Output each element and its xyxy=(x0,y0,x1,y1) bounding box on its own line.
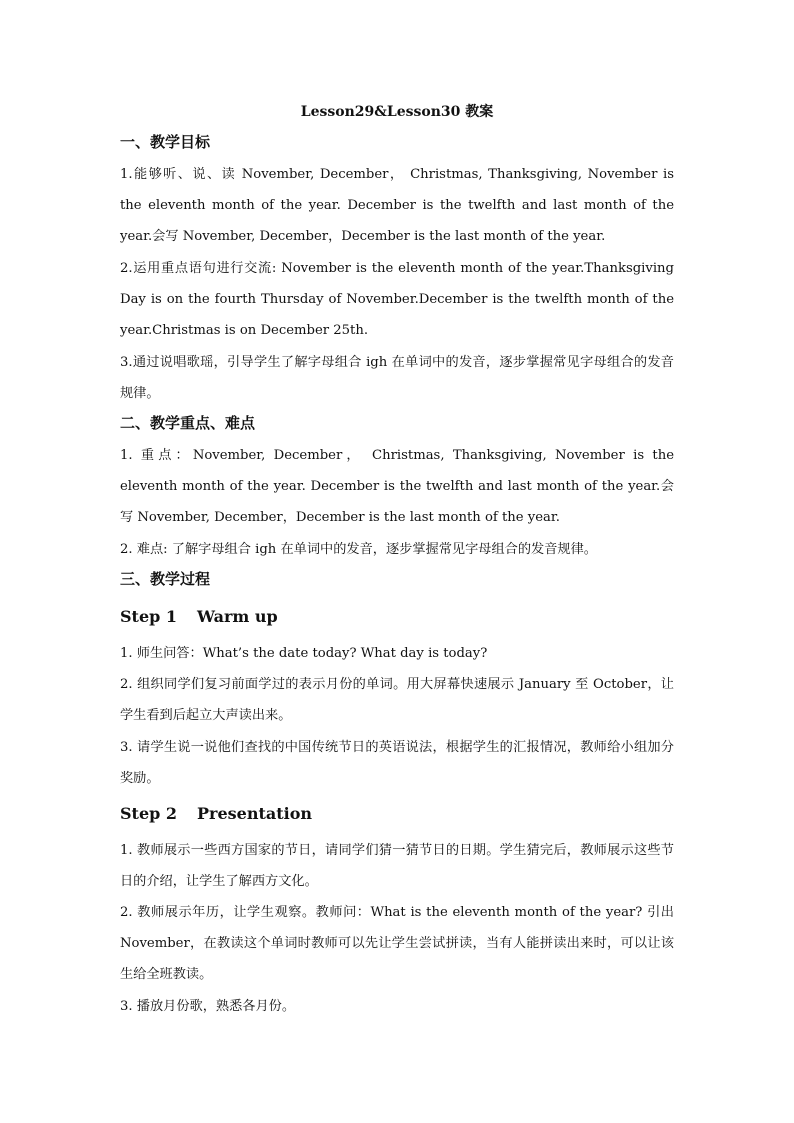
objective-paragraph-2: 2.运用重点语句进行交流: November is the eleventh month of the year.Thanksgiving Day is on the fourth Thursday of November.December is the twelfth month of the year.Christmas is on December 25th. xyxy=(120,261,674,339)
step-2-heading xyxy=(120,803,312,825)
step-1-label: Step 1 xyxy=(120,607,178,626)
step-2-label: Step 2 xyxy=(120,804,178,823)
section-heading-process: 三、教学过程 xyxy=(120,570,211,588)
section-heading-key-points: 二、教学重点、难点 xyxy=(120,414,256,432)
document-title: Lesson29&Lesson30 教案 xyxy=(300,104,494,120)
step-1-heading xyxy=(120,606,278,628)
objective-paragraph-3: 3.通过说唱歌瑶，引导学生了解字母组合 igh 在单词中的发音，逐步掌握常见字母组合的发音规律。 xyxy=(120,355,674,402)
document-page xyxy=(120,0,674,1123)
step-2-paragraph-2: 2. 教师展示年历，让学生观察。教师问：What is the eleventh month of the year? 引出 November，在教读这个单词时教师可以先让学生尝试拼读，当有人能拼读出来时，可以让该生给全班教读。 xyxy=(120,905,674,983)
step-2-paragraph-1: 1. 教师展示一些西方国家的节日，请同学们猜一猜节日的日期。学生猜完后，教师展示这些节日的介绍，让学生了解西方文化。 xyxy=(120,843,674,890)
step-2-name: Presentation xyxy=(197,804,313,823)
step-1-paragraph-2: 2. 组织同学们复习前面学过的表示月份的单词。用大屏幕快速展示 January 至 October，让学生看到后起立大声读出来。 xyxy=(120,677,674,724)
key-points-paragraph-1: 1. 重点：November, December， Christmas, Thanksgiving, November is the eleventh month of the year. December is the twelfth and last month of the year.会写 November, December，December is the last month of the year. xyxy=(120,448,674,526)
key-points-paragraph-2: 2. 难点: 了解字母组合 igh 在单词中的发音，逐步掌握常见字母组合的发音规律。 xyxy=(120,542,597,557)
section-heading-objectives: 一、教学目标 xyxy=(120,133,211,151)
step-1-paragraph-3: 3. 请学生说一说他们查找的中国传统节日的英语说法，根据学生的汇报情况，教师给小组加分奖励。 xyxy=(120,740,674,787)
objective-paragraph-1: 1.能够听、说、读 November, December， Christmas, Thanksgiving, November is the eleventh month of the year. December is the twelfth and last month of the year.会写 November, December，December is the last month of the year. xyxy=(120,167,674,245)
step-1-name: Warm up xyxy=(197,607,278,626)
step-2-paragraph-3: 3. 播放月份歌，熟悉各月份。 xyxy=(120,999,296,1014)
step-1-paragraph-1: 1. 师生问答：What’s the date today? What day is today? xyxy=(120,646,488,661)
